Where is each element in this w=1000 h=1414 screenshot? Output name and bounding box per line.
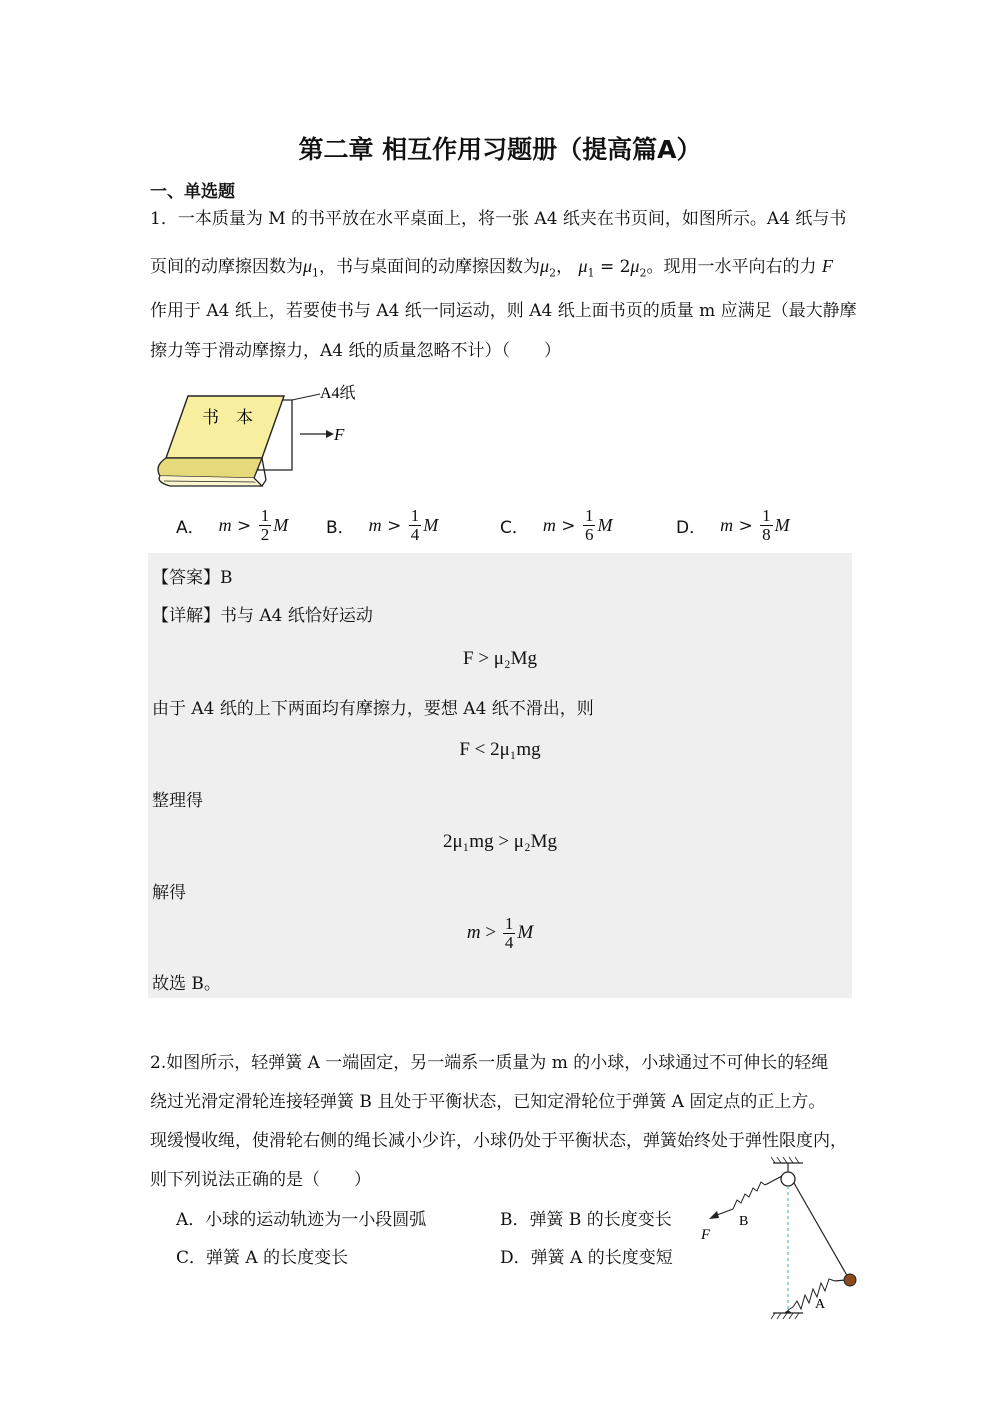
q2-option-c[interactable]: C．弹簧 A 的长度变长 bbox=[176, 1248, 349, 1268]
formula-1: F > μ₂Mg bbox=[463, 648, 537, 669]
force-arrow-head bbox=[709, 1211, 719, 1219]
spring-b bbox=[733, 1182, 765, 1209]
detail-conclusion: 故选 B。 bbox=[152, 974, 221, 994]
q2-option-d[interactable]: D．弹簧 A 的长度变短 bbox=[500, 1248, 673, 1268]
formula-3: 2μ₁mg > μ₂Mg bbox=[442, 831, 557, 852]
detail-text-2: 由于 A4 纸的上下两面均有摩擦力，要想 A4 纸不滑出，则 bbox=[152, 699, 594, 719]
q1-line-2c: 。现用一水平向右的力 bbox=[646, 257, 817, 277]
frac-num: 1 bbox=[260, 506, 270, 525]
detail-text-4: 解得 bbox=[152, 883, 186, 903]
frac-num: 1 bbox=[410, 506, 420, 525]
spring-a-label: A bbox=[815, 1297, 826, 1312]
option-label: B． bbox=[326, 518, 355, 538]
spring-b-label: B bbox=[739, 1214, 749, 1229]
detail-text-3: 整理得 bbox=[152, 791, 203, 811]
option-label: A． bbox=[176, 518, 205, 538]
frac-num: 1 bbox=[584, 506, 594, 525]
q1-option-a[interactable]: A． m > $\frac{1}{2}$ M bbox=[176, 506, 289, 544]
q1-line-2: 页间的动摩擦因数为$\mu_1$，书与桌面间的动摩擦因数为$\mu_2$， $\mu_1 = 2\mu_2$。现用一水平向右的力 F bbox=[150, 256, 833, 280]
section-heading: 一、单选题 bbox=[150, 182, 235, 202]
frac-num: 1 bbox=[504, 914, 514, 933]
q2-line-1: 2.如图所示，轻弹簧 A 一端固定，另一端系一质量为 m 的小球，小球通过不可伸长的轻绳 bbox=[150, 1053, 829, 1073]
q1-option-d[interactable]: D． m > $\frac{1}{8}$ M bbox=[676, 506, 790, 544]
formula-4: m > $\frac{1}{4}$ M bbox=[466, 914, 534, 952]
q1-option-c[interactable]: C． m > $\frac{1}{6}$ M bbox=[500, 506, 613, 544]
q1-line-4: 擦力等于滑动摩擦力，A4 纸的质量忽略不计）（ ） bbox=[150, 341, 561, 361]
book-spine bbox=[158, 458, 262, 478]
force-arrow-head bbox=[326, 430, 334, 438]
frac-den: 8 bbox=[762, 525, 771, 544]
rope-left bbox=[765, 1176, 782, 1185]
option-label: C． bbox=[500, 518, 529, 538]
option-label: D． bbox=[676, 518, 707, 538]
pulley bbox=[781, 1172, 795, 1186]
frac-den: 4 bbox=[504, 933, 514, 952]
spring-a bbox=[788, 1279, 835, 1310]
q2-line-3: 现缓慢收绳，使滑轮右侧的绳长减小少许，小球仍处于平衡状态，弹簧始终处于弹性限度内， bbox=[150, 1131, 847, 1151]
q2-line-4: 则下列说法正确的是（ ） bbox=[150, 1170, 371, 1190]
a4-label: A4纸 bbox=[320, 385, 356, 402]
q1-line-2b: ，书与桌面间的动摩擦因数为 bbox=[319, 257, 541, 277]
book-label: 书 本 bbox=[202, 408, 253, 428]
q1-option-b[interactable]: B． m > $\frac{1}{4}$ M bbox=[326, 506, 439, 544]
rope-right bbox=[794, 1183, 849, 1279]
frac-den: 4 bbox=[410, 525, 420, 544]
answer-line: 【答案】B bbox=[152, 568, 233, 588]
frac-den: 6 bbox=[584, 525, 594, 544]
q1-line-2a: 页间的动摩擦因数为 bbox=[150, 257, 303, 277]
force-label: F bbox=[334, 425, 345, 444]
q2-line-2: 绕过光滑定滑轮连接轻弹簧 B 且处于平衡状态，已知定滑轮位于弹簧 A 固定点的正上方。 bbox=[150, 1092, 826, 1112]
q1-line-3: 作用于 A4 纸上，若要使书与 A4 纸一同运动，则 A4 纸上面书页的质量 m 应满足（最大静摩 bbox=[150, 301, 857, 321]
frac-den: 2 bbox=[260, 525, 270, 544]
spring-pulley-figure bbox=[695, 1155, 870, 1330]
q2-option-a[interactable]: A．小球的运动轨迹为一小段圆弧 bbox=[176, 1210, 427, 1230]
detail-heading: 【详解】书与 A4 纸恰好运动 bbox=[152, 606, 373, 626]
force-f-label: F bbox=[701, 1227, 711, 1243]
frac-num: 1 bbox=[762, 506, 771, 525]
page-title: 第二章 相互作用习题册（提高篇A） bbox=[298, 135, 702, 164]
q2-option-b[interactable]: B．弹簧 B 的长度变长 bbox=[500, 1210, 672, 1230]
formula-2: F < 2μ₁mg bbox=[459, 739, 541, 760]
q1-line-1: 1．一本质量为 M 的书平放在水平桌面上，将一张 A4 纸夹在书页间，如图所示。A4 纸与书 bbox=[150, 209, 847, 229]
book-figure bbox=[150, 382, 390, 492]
ball bbox=[844, 1274, 856, 1286]
